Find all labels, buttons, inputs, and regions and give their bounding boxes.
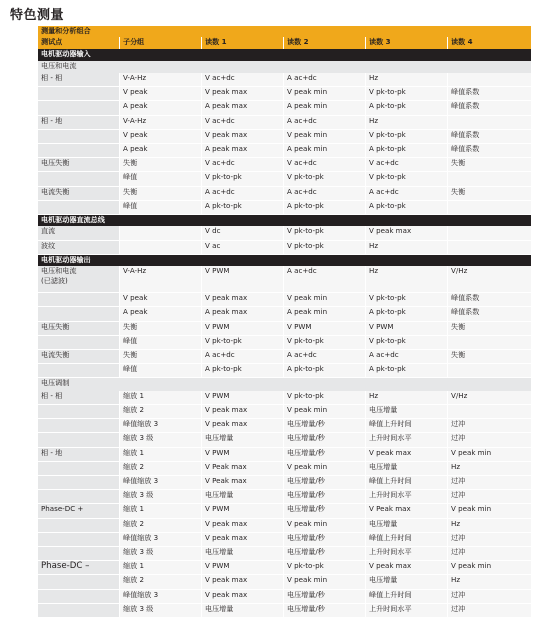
reading-cell: V pk-to-pk (284, 226, 366, 240)
reading-cell: 失衡 (448, 158, 531, 172)
reading-cell: 峰值系数 (448, 101, 531, 115)
test-point-cell (38, 476, 120, 490)
subgroup-cell: 缩放 3 级 (120, 433, 202, 447)
reading-cell: A peak min (284, 101, 366, 115)
reading-cell: 过冲 (448, 433, 531, 447)
test-point-cell (38, 546, 120, 560)
test-point-cell: Phase-DC + (38, 504, 120, 518)
reading-cell: 电压增量 (202, 490, 284, 504)
table-row (38, 490, 531, 504)
reading-cell: 峰值上升时间 (366, 589, 448, 603)
reading-cell: V peak max (366, 226, 448, 240)
reading-cell: V pk-to-pk (366, 129, 448, 143)
subgroup-cell: 峰值 (120, 172, 202, 186)
test-point-cell (38, 143, 120, 157)
table-row (38, 200, 531, 214)
column-header-row (38, 37, 531, 49)
test-point-cell (38, 518, 120, 532)
reading-cell: 过冲 (448, 490, 531, 504)
reading-cell: 上升时间水平 (366, 603, 448, 617)
test-point-cell: 电流失衡 (38, 186, 120, 200)
test-point-cell (38, 575, 120, 589)
reading-cell: 上升时间水平 (366, 546, 448, 560)
subgroup-cell: V-A-Hz (120, 73, 202, 87)
column-header: 读数 1 (202, 37, 284, 49)
reading-cell: V pk-to-pk (202, 335, 284, 349)
reading-cell: 峰值系数 (448, 293, 531, 307)
reading-cell: 峰值上升时间 (366, 419, 448, 433)
table-row (38, 405, 531, 419)
reading-cell: 峰值系数 (448, 143, 531, 157)
reading-cell: 电压增量/秒 (284, 603, 366, 617)
reading-cell: A ac+dc (284, 186, 366, 200)
table-row (38, 266, 531, 293)
subgroup-cell: 缩放 3 级 (120, 603, 202, 617)
reading-cell: V Peak max (202, 476, 284, 490)
subgroup-cell: 峰值 (120, 335, 202, 349)
test-point-cell: 直流 (38, 226, 120, 240)
reading-cell (448, 335, 531, 349)
column-header: 读数 2 (284, 37, 366, 49)
reading-cell: 过冲 (448, 603, 531, 617)
test-point-cell: Phase-DC – (38, 561, 120, 575)
reading-cell: 峰值上升时间 (366, 476, 448, 490)
reading-cell: V peak max (366, 447, 448, 461)
column-header: 测试点 (38, 37, 120, 49)
reading-cell: 电压增量/秒 (284, 419, 366, 433)
reading-cell: V pk-to-pk (284, 561, 366, 575)
table-row (38, 504, 531, 518)
column-header: 子分组 (120, 37, 202, 49)
reading-cell (448, 172, 531, 186)
reading-cell: V ac+dc (366, 158, 448, 172)
reading-cell: V peak min (284, 461, 366, 475)
reading-cell: V PWM (202, 504, 284, 518)
table-row (38, 73, 531, 87)
reading-cell: V pk-to-pk (366, 293, 448, 307)
test-point-cell (38, 293, 120, 307)
test-point-cell: 相 - 相 (38, 73, 120, 87)
table-row (38, 561, 531, 575)
subgroup-cell: 缩放 1 (120, 504, 202, 518)
reading-cell: Hz (366, 115, 448, 129)
test-point-cell (38, 129, 120, 143)
group-header: 测量和分析组合 (38, 26, 531, 37)
reading-cell: V peak max (202, 532, 284, 546)
reading-cell: 过冲 (448, 532, 531, 546)
test-point-cell: 相 - 地 (38, 447, 120, 461)
reading-cell: 电压增量/秒 (284, 589, 366, 603)
reading-cell (448, 240, 531, 254)
reading-cell: V Peak max (366, 504, 448, 518)
reading-cell: V/Hz (448, 391, 531, 405)
test-point-cell (38, 266, 120, 293)
reading-cell: A ac+dc (284, 266, 366, 293)
reading-cell: V pk-to-pk (284, 172, 366, 186)
table-row (38, 391, 531, 405)
subgroup-cell: 缩放 2 (120, 461, 202, 475)
reading-cell: A ac+dc (366, 350, 448, 364)
reading-cell: V peak max (202, 87, 284, 101)
reading-cell: V peak max (202, 575, 284, 589)
subgroup-cell: V-A-Hz (120, 266, 202, 293)
reading-cell: A pk-to-pk (366, 200, 448, 214)
reading-cell: 电压增量/秒 (284, 447, 366, 461)
test-point-line: (已滤波) (41, 276, 68, 286)
reading-cell: 失衡 (448, 321, 531, 335)
reading-cell: 电压增量/秒 (284, 532, 366, 546)
reading-cell: V PWM (202, 447, 284, 461)
table-row (38, 546, 531, 560)
section-header: 电机驱动器输入 (38, 49, 531, 61)
reading-cell: V PWM (202, 561, 284, 575)
test-point-cell (38, 419, 120, 433)
subgroup-cell: 缩放 1 (120, 561, 202, 575)
reading-cell (448, 364, 531, 378)
reading-cell: V peak min (448, 504, 531, 518)
measurement-table (37, 26, 531, 618)
reading-cell: V PWM (202, 266, 284, 293)
test-point-cell (38, 603, 120, 617)
reading-cell: Hz (366, 266, 448, 293)
reading-cell: 电压增量 (366, 405, 448, 419)
reading-cell: 上升时间水平 (366, 490, 448, 504)
page-title: 特色测量 (10, 8, 65, 23)
table-row (38, 518, 531, 532)
reading-cell: 过冲 (448, 419, 531, 433)
reading-cell: 峰值上升时间 (366, 532, 448, 546)
subgroup-cell: 失衡 (120, 186, 202, 200)
measurement-table-body (38, 26, 531, 617)
test-point-cell: 相 - 地 (38, 115, 120, 129)
subgroup-cell: A peak (120, 143, 202, 157)
test-point-cell (38, 101, 120, 115)
reading-cell: V peak min (448, 561, 531, 575)
reading-cell: 电压增量/秒 (284, 546, 366, 560)
subgroup-cell: 峰值 (120, 364, 202, 378)
reading-cell: 电压增量/秒 (284, 504, 366, 518)
reading-cell: 电压增量 (202, 546, 284, 560)
reading-cell: 电压增量 (202, 433, 284, 447)
reading-cell: V peak min (284, 405, 366, 419)
reading-cell: 峰值系数 (448, 307, 531, 321)
subgroup-cell: A peak (120, 307, 202, 321)
section-header-row (38, 214, 531, 226)
reading-cell: Hz (366, 391, 448, 405)
reading-cell: V pk-to-pk (366, 335, 448, 349)
subgroup-cell: 失衡 (120, 350, 202, 364)
reading-cell: Hz (366, 240, 448, 254)
test-point-cell: 电压失衡 (38, 158, 120, 172)
column-header: 读数 3 (366, 37, 448, 49)
reading-cell: A ac+dc (202, 186, 284, 200)
reading-cell: V pk-to-pk (284, 335, 366, 349)
reading-cell: V peak max (366, 561, 448, 575)
test-point-cell: 电压失衡 (38, 321, 120, 335)
subgroup-cell: 缩放 2 (120, 405, 202, 419)
subgroup-cell: V peak (120, 293, 202, 307)
reading-cell: Hz (448, 575, 531, 589)
reading-cell: V PWM (284, 321, 366, 335)
subgroup-cell: V-A-Hz (120, 115, 202, 129)
reading-cell: 电压增量 (366, 461, 448, 475)
reading-cell: 电压增量 (366, 518, 448, 532)
table-row (38, 226, 531, 240)
table-row (38, 307, 531, 321)
test-point-cell (38, 307, 120, 321)
test-point-cell (38, 532, 120, 546)
reading-cell: A peak min (284, 143, 366, 157)
subsection-header-row (38, 61, 531, 74)
subgroup-cell: 峰值缩放 3 (120, 532, 202, 546)
reading-cell: V peak max (202, 293, 284, 307)
test-point-cell (38, 433, 120, 447)
reading-cell: Hz (366, 73, 448, 87)
table-row (38, 575, 531, 589)
subsection-header: 电压和电流 (38, 61, 531, 74)
reading-cell: V peak max (202, 405, 284, 419)
reading-cell: A pk-to-pk (202, 364, 284, 378)
subgroup-cell: A peak (120, 101, 202, 115)
subgroup-cell: 缩放 1 (120, 447, 202, 461)
reading-cell (448, 405, 531, 419)
subgroup-cell: 缩放 2 (120, 518, 202, 532)
table-row (38, 115, 531, 129)
test-point-cell: 波纹 (38, 240, 120, 254)
test-point-cell: 相 - 相 (38, 391, 120, 405)
subgroup-cell: 峰值缩放 3 (120, 589, 202, 603)
reading-cell: V pk-to-pk (284, 391, 366, 405)
reading-cell: V ac (202, 240, 284, 254)
subgroup-cell: 失衡 (120, 321, 202, 335)
table-row (38, 603, 531, 617)
reading-cell: V peak min (284, 129, 366, 143)
reading-cell: 电压增量/秒 (284, 490, 366, 504)
test-point-cell: 电流失衡 (38, 350, 120, 364)
reading-cell: V ac+dc (202, 158, 284, 172)
reading-cell: A ac+dc (202, 350, 284, 364)
reading-cell: V pk-to-pk (284, 240, 366, 254)
subsection-header: 电压调制 (38, 378, 531, 391)
table-row (38, 240, 531, 254)
reading-cell: A peak min (284, 307, 366, 321)
reading-cell: A peak max (202, 101, 284, 115)
reading-cell: V dc (202, 226, 284, 240)
test-point-cell (38, 405, 120, 419)
table-row (38, 350, 531, 364)
table-row (38, 158, 531, 172)
reading-cell: V ac+dc (284, 158, 366, 172)
subgroup-cell: V peak (120, 129, 202, 143)
table-row (38, 321, 531, 335)
test-point-cell (38, 172, 120, 186)
reading-cell: 电压增量 (202, 603, 284, 617)
table-row (38, 461, 531, 475)
reading-cell: 峰值系数 (448, 129, 531, 143)
reading-cell: 电压增量/秒 (284, 433, 366, 447)
reading-cell: A pk-to-pk (366, 143, 448, 157)
reading-cell: A peak max (202, 143, 284, 157)
table-row (38, 172, 531, 186)
subsection-header-row (38, 378, 531, 391)
section-header: 电机驱动器输出 (38, 254, 531, 266)
reading-cell: 失衡 (448, 186, 531, 200)
subgroup-cell (120, 226, 202, 240)
table-row (38, 143, 531, 157)
reading-cell: 过冲 (448, 589, 531, 603)
reading-cell (448, 226, 531, 240)
table-row (38, 589, 531, 603)
subgroup-cell: 峰值 (120, 200, 202, 214)
subgroup-cell: 峰值缩放 3 (120, 476, 202, 490)
table-row (38, 101, 531, 115)
reading-cell: V pk-to-pk (202, 172, 284, 186)
reading-cell: A ac+dc (284, 115, 366, 129)
test-point-line: 电压和电流 (41, 266, 77, 276)
reading-cell: Hz (448, 461, 531, 475)
subgroup-cell: 失衡 (120, 158, 202, 172)
test-point-cell (38, 335, 120, 349)
test-point-cell (38, 461, 120, 475)
reading-cell: V pk-to-pk (366, 87, 448, 101)
subgroup-cell (120, 240, 202, 254)
test-point-cell (38, 364, 120, 378)
reading-cell: V/Hz (448, 266, 531, 293)
subgroup-cell: 缩放 1 (120, 391, 202, 405)
reading-cell: A pk-to-pk (366, 307, 448, 321)
reading-cell: 电压增量/秒 (284, 476, 366, 490)
table-row (38, 87, 531, 101)
table-row (38, 335, 531, 349)
reading-cell: V peak min (448, 447, 531, 461)
reading-cell: Hz (448, 518, 531, 532)
reading-cell: V peak min (284, 518, 366, 532)
section-header: 电机驱动器直流总线 (38, 214, 531, 226)
reading-cell: 失衡 (448, 350, 531, 364)
table-row (38, 129, 531, 143)
reading-cell: V peak min (284, 575, 366, 589)
section-header-row (38, 49, 531, 61)
column-header: 读数 4 (448, 37, 531, 49)
reading-cell: V peak min (284, 293, 366, 307)
table-row (38, 186, 531, 200)
reading-cell: V peak max (202, 518, 284, 532)
reading-cell: V PWM (366, 321, 448, 335)
reading-cell: V peak max (202, 129, 284, 143)
reading-cell (448, 200, 531, 214)
table-row (38, 364, 531, 378)
reading-cell (448, 115, 531, 129)
section-header-row (38, 254, 531, 266)
test-point-cell (38, 589, 120, 603)
reading-cell: A ac+dc (284, 350, 366, 364)
table-row (38, 293, 531, 307)
reading-cell: A peak max (202, 307, 284, 321)
reading-cell: 过冲 (448, 546, 531, 560)
reading-cell: 过冲 (448, 476, 531, 490)
test-point-cell (38, 200, 120, 214)
reading-cell: A pk-to-pk (202, 200, 284, 214)
group-header-row (38, 26, 531, 37)
reading-cell: V ac+dc (202, 115, 284, 129)
reading-cell: 上升时间水平 (366, 433, 448, 447)
subgroup-cell: 缩放 2 (120, 575, 202, 589)
reading-cell: V PWM (202, 391, 284, 405)
reading-cell: A ac+dc (366, 186, 448, 200)
reading-cell: V peak max (202, 589, 284, 603)
subgroup-cell: 峰值缩放 3 (120, 419, 202, 433)
subgroup-cell: 缩放 3 级 (120, 546, 202, 560)
reading-cell: V Peak max (202, 461, 284, 475)
reading-cell: V pk-to-pk (366, 172, 448, 186)
reading-cell: V peak max (202, 419, 284, 433)
reading-cell (448, 73, 531, 87)
test-point-cell (38, 87, 120, 101)
subgroup-cell: V peak (120, 87, 202, 101)
reading-cell: A pk-to-pk (284, 200, 366, 214)
subgroup-cell: 缩放 3 级 (120, 490, 202, 504)
table-row (38, 476, 531, 490)
table-row (38, 447, 531, 461)
reading-cell: A pk-to-pk (366, 101, 448, 115)
reading-cell: V ac+dc (202, 73, 284, 87)
table-row (38, 532, 531, 546)
reading-cell: A pk-to-pk (366, 364, 448, 378)
reading-cell: V peak min (284, 87, 366, 101)
reading-cell: 峰值系数 (448, 87, 531, 101)
reading-cell: V PWM (202, 321, 284, 335)
table-row (38, 433, 531, 447)
table-row (38, 419, 531, 433)
reading-cell: 电压增量 (366, 575, 448, 589)
test-point-cell (38, 490, 120, 504)
reading-cell: A pk-to-pk (284, 364, 366, 378)
reading-cell: A ac+dc (284, 73, 366, 87)
